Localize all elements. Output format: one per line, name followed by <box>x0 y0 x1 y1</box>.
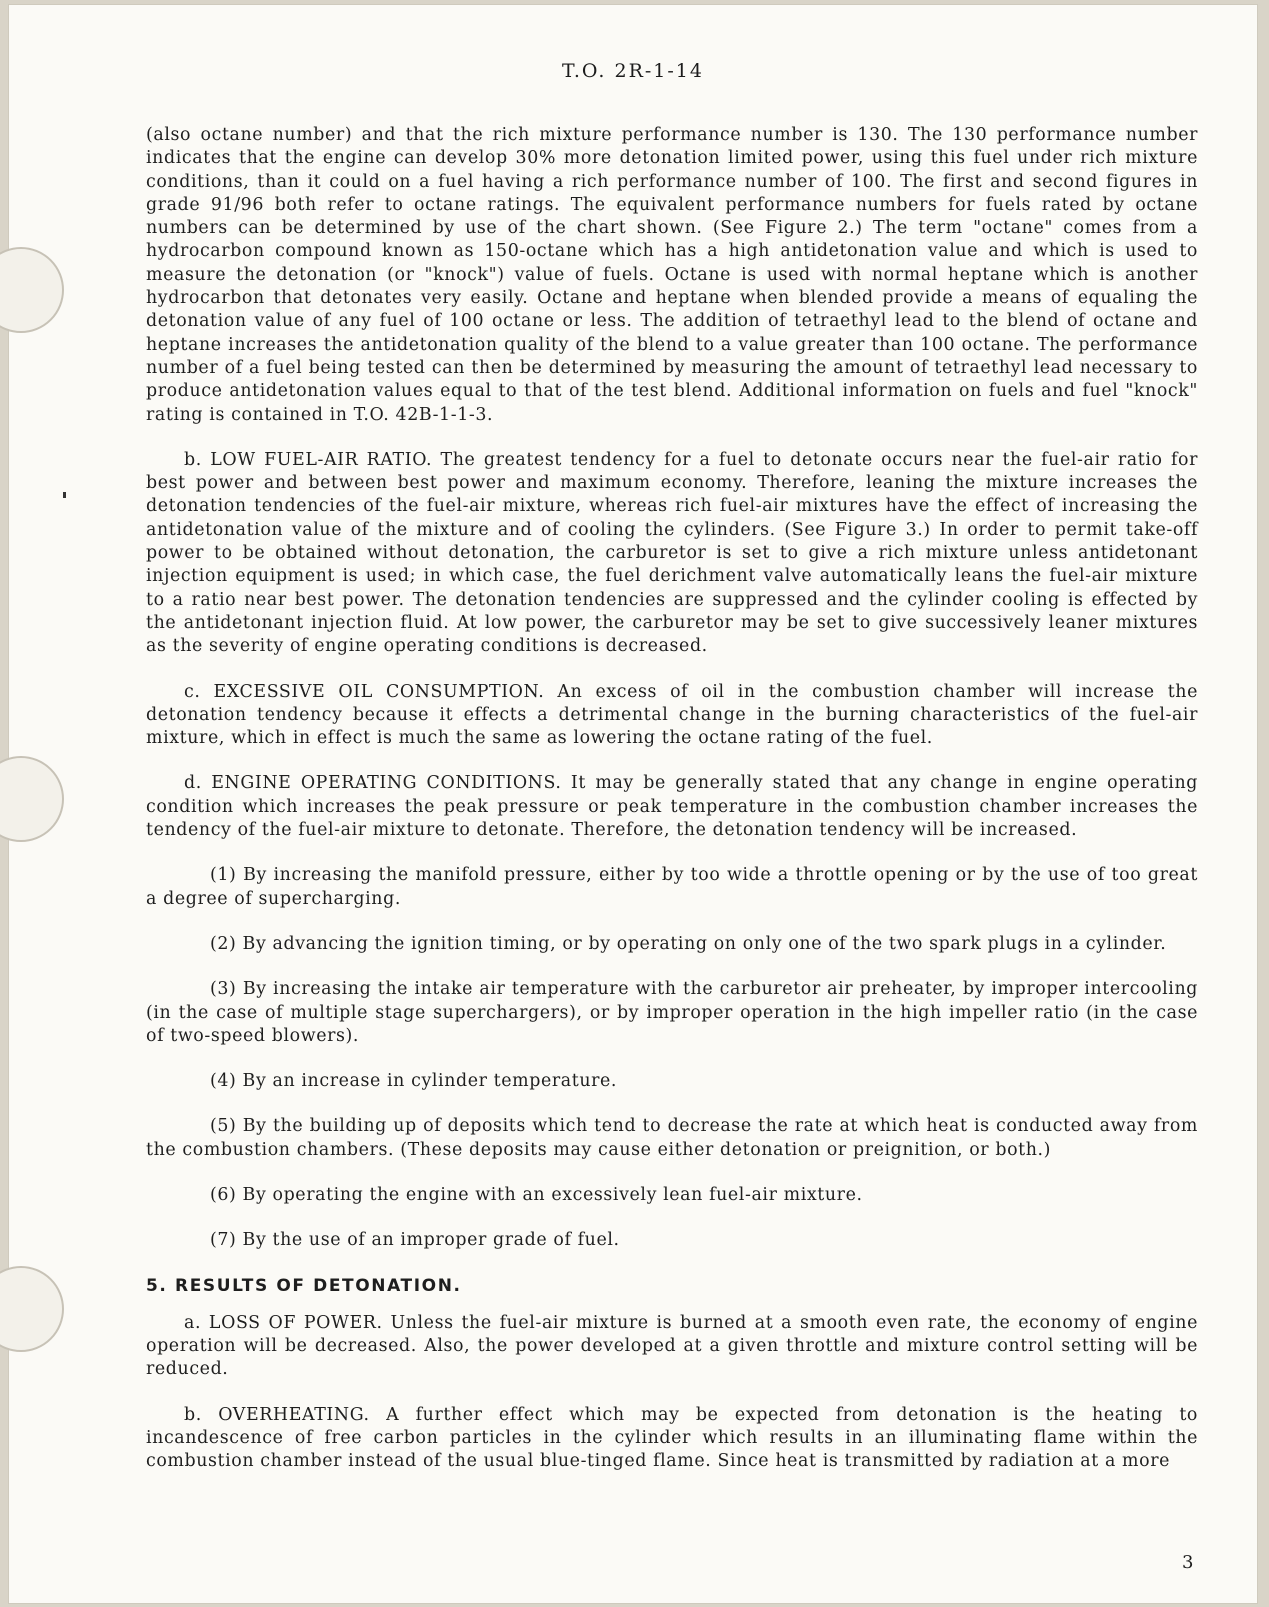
document-page <box>8 4 1258 1604</box>
section-heading: 5. RESULTS OF DETONATION. <box>146 1275 462 1296</box>
binder-hole <box>0 756 64 842</box>
list-item: (7) By the use of an improper grade of fuel. <box>210 1230 620 1251</box>
page-number: 3 <box>1182 1552 1194 1573</box>
list-item: (1) By increasing the manifold pressure, either by too wide a throttle opening or by the use of too great a degree of supercharging. <box>146 865 1198 909</box>
paragraph-overheating: b. OVERHEATING. A further effect which may be expected from detonation is the heating to incandescence of free carbon particles in the cylinder which results in an illuminating flame within the combustion chamber instead of the usual blue-tinged flame. Since heat is transmitted by radiation at a more <box>146 1404 1198 1472</box>
list-item: (4) By an increase in cylinder temperature. <box>210 1071 618 1092</box>
paragraph-loss-of-power: a. LOSS OF POWER. Unless the fuel-air mixture is burned at a smooth even rate, the economy of engine operation will be decreased. Also, the power developed at a given throttle and mixture control setting will be reduced. <box>146 1312 1198 1380</box>
binder-hole <box>0 247 64 333</box>
list-item: (2) By advancing the ignition timing, or by operating on only one of the two spark plugs in a cylinder. <box>210 933 1167 954</box>
binder-hole <box>0 1266 64 1352</box>
list-item: (5) By the building up of deposits which tend to decrease the rate at which heat is conducted away from the combustion chambers. (These deposits may cause either detonation or preignition, or both.) <box>146 1116 1198 1160</box>
paragraph-continued: (also octane number) and that the rich mixture performance number is 130. The 130 performance number indicates that the engine can develop 30% more detonation limited power, using this fuel under rich mixture conditions, than it could on a fuel having a rich performance number of 100. The first and second figures in grade 91/96 both refer to octane ratings. The equivalent performance numbers for fuels rated by octane numbers can be determined by use of the chart shown. (See Figure 2.) The term "octane" comes from a hydrocarbon compound known as 150-octane which has a high antidetonation value and which is used to measure the detonation (or "knock") value of fuels. Octane is used with normal heptane which is another hydrocarbon that detonates very easily. Octane and heptane when blended provide a means of equaling the detonation value of any fuel of 100 octane or less. The addition of tetraethyl lead to the blend of octane and heptane increases the antidetonation quality of the blend to a value greater than 100 octane. The performance number of a fuel being tested can then be determined by measuring the amount of tetraethyl lead necessary to produce antidetonation values equal to that of the test blend. Additional information on fuels and fuel "knock" rating is contained in T.O. 42B-1-1-3. <box>146 125 1198 425</box>
scan-mark <box>63 492 66 498</box>
paragraph-excessive-oil: c. EXCESSIVE OIL CONSUMPTION. An excess of oil in the combustion chamber will increase the detonation tendency because it effects a detrimental change in the burning characteristics of the fuel-air mixture, which in effect is much the same as lowering the octane rating of the fuel. <box>146 681 1198 749</box>
list-item: (3) By increasing the intake air temperature with the carburetor air preheater, by improper intercooling (in the case of multiple stage superchargers), or by improper operation in the high impeller ratio (in the case of two-speed blowers). <box>146 979 1198 1046</box>
document-body <box>146 124 1198 1496</box>
page-header: T.O. 2R-1-14 <box>562 60 704 82</box>
paragraph-engine-conditions: d. ENGINE OPERATING CONDITIONS. It may be generally stated that any change in engine operating condition which increases the peak pressure or peak temperature in the combustion chamber increases the tendency of the fuel-air mixture to detonate. Therefore, the detonation tendency will be increased. <box>146 773 1198 841</box>
paragraph-low-fuel-air-ratio: b. LOW FUEL-AIR RATIO. The greatest tendency for a fuel to detonate occurs near the fuel-air ratio for best power and between best power and maximum economy. Therefore, leaning the mixture increases the detonation tendencies of the fuel-air mixture, whereas rich fuel-air mixtures have the effect of increasing the antidetonation value of the mixture and of cooling the cylinders. (See Figure 3.) In order to permit take-off power to be obtained without detonation, the carburetor is set to give a rich mixture unless antidetonant injection equipment is used; in which case, the fuel derichment valve automatically leans the fuel-air mixture to a ratio near best power. The detonation tendencies are suppressed and the cylinder cooling is effected by the antidetonant injection fluid. At low power, the carburetor may be set to give successively leaner mixtures as the severity of engine operating conditions is decreased. <box>146 449 1198 657</box>
list-item: (6) By operating the engine with an excessively lean fuel-air mixture. <box>210 1184 863 1205</box>
